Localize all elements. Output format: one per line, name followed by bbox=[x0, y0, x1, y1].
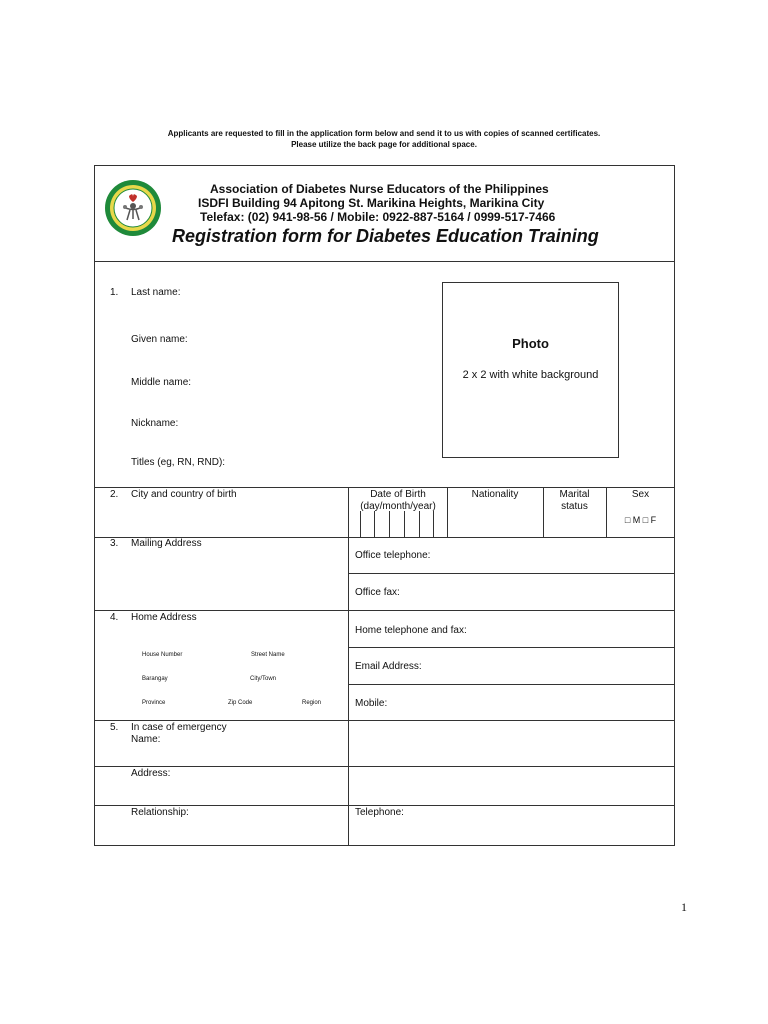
divider bbox=[348, 647, 675, 648]
mobile-label: Mobile: bbox=[355, 698, 388, 709]
marital-label-line2: status bbox=[561, 501, 588, 512]
province-label: Province bbox=[142, 700, 166, 706]
city-country-birth-label: City and country of birth bbox=[131, 489, 237, 500]
date-box-divider bbox=[389, 511, 390, 537]
office-fax-label: Office fax: bbox=[355, 587, 400, 598]
emergency-address-label: Address: bbox=[131, 768, 171, 779]
date-box-divider bbox=[404, 511, 405, 537]
divider bbox=[94, 610, 675, 611]
home-tel-fax-label: Home telephone and fax: bbox=[355, 625, 467, 636]
office-telephone-label: Office telephone: bbox=[355, 550, 431, 561]
nationality-header: Nationality bbox=[471, 489, 519, 500]
section-4-number: 4. bbox=[110, 612, 119, 623]
date-box-divider bbox=[433, 511, 434, 537]
emergency-label: In case of emergency bbox=[131, 722, 227, 733]
section-1-number: 1. bbox=[110, 287, 119, 298]
dob-label-line1: Date of Birth bbox=[370, 489, 426, 500]
section-3-number: 3. bbox=[110, 538, 119, 549]
emergency-name-label: Name: bbox=[131, 734, 161, 745]
sex-header: Sex bbox=[631, 489, 650, 500]
column-divider bbox=[348, 487, 349, 846]
org-name: Association of Diabetes Nurse Educators of the Philippines bbox=[210, 182, 549, 196]
mailing-address-label: Mailing Address bbox=[131, 538, 202, 549]
nickname-label: Nickname: bbox=[131, 418, 179, 429]
email-address-label: Email Address: bbox=[355, 661, 422, 672]
dob-header bbox=[348, 489, 448, 513]
emergency-telephone-label: Telephone: bbox=[355, 807, 404, 818]
intro-line-1: Applicants are requested to fill in the application form below and send it to us with copies of scanned certificates. bbox=[167, 129, 601, 138]
divider bbox=[348, 684, 675, 685]
photo-note: 2 x 2 with white background bbox=[462, 369, 599, 381]
divider bbox=[94, 487, 675, 488]
home-address-label: Home Address bbox=[131, 612, 197, 623]
barangay-label: Barangay bbox=[142, 676, 168, 682]
org-contact: Telefax: (02) 941-98-56 / Mobile: 0922-887-5164 / 0999-517-7466 bbox=[200, 210, 556, 224]
dob-label-line2: (day/month/year) bbox=[360, 501, 436, 512]
marital-status-header bbox=[543, 489, 606, 513]
region-label: Region bbox=[302, 700, 322, 706]
city-town-label: City/Town bbox=[250, 676, 277, 682]
org-address: ISDFI Building 94 Apitong St. Marikina Heights, Marikina City bbox=[198, 196, 545, 210]
middle-name-label: Middle name: bbox=[131, 377, 192, 388]
divider bbox=[94, 766, 675, 767]
given-name-label: Given name: bbox=[131, 334, 188, 345]
form-title: Registration form for Diabetes Education Training bbox=[172, 226, 599, 246]
zip-code-label: Zip Code bbox=[228, 700, 253, 706]
sex-options[interactable]: □ M □ F bbox=[624, 515, 657, 525]
marital-label-line1: Marital bbox=[559, 489, 590, 500]
section-2-number: 2. bbox=[110, 489, 119, 500]
street-name-label: Street Name bbox=[251, 652, 285, 658]
photo-title: Photo bbox=[512, 336, 549, 351]
intro-line-2: Please utilize the back page for additional space. bbox=[291, 140, 477, 149]
divider bbox=[94, 261, 675, 262]
divider bbox=[94, 720, 675, 721]
divider bbox=[94, 805, 675, 806]
photo-box[interactable] bbox=[442, 282, 619, 458]
section-5-number: 5. bbox=[110, 722, 119, 733]
date-box-divider bbox=[360, 511, 361, 537]
date-box-divider bbox=[419, 511, 420, 537]
association-logo bbox=[104, 179, 162, 237]
house-number-label: House Number bbox=[142, 652, 183, 658]
page-number: 1 bbox=[681, 900, 687, 914]
divider bbox=[348, 573, 675, 574]
last-name-label: Last name: bbox=[131, 287, 181, 298]
relationship-label: Relationship: bbox=[131, 807, 189, 818]
titles-label: Titles (eg, RN, RND): bbox=[131, 457, 226, 468]
date-box-divider bbox=[374, 511, 375, 537]
